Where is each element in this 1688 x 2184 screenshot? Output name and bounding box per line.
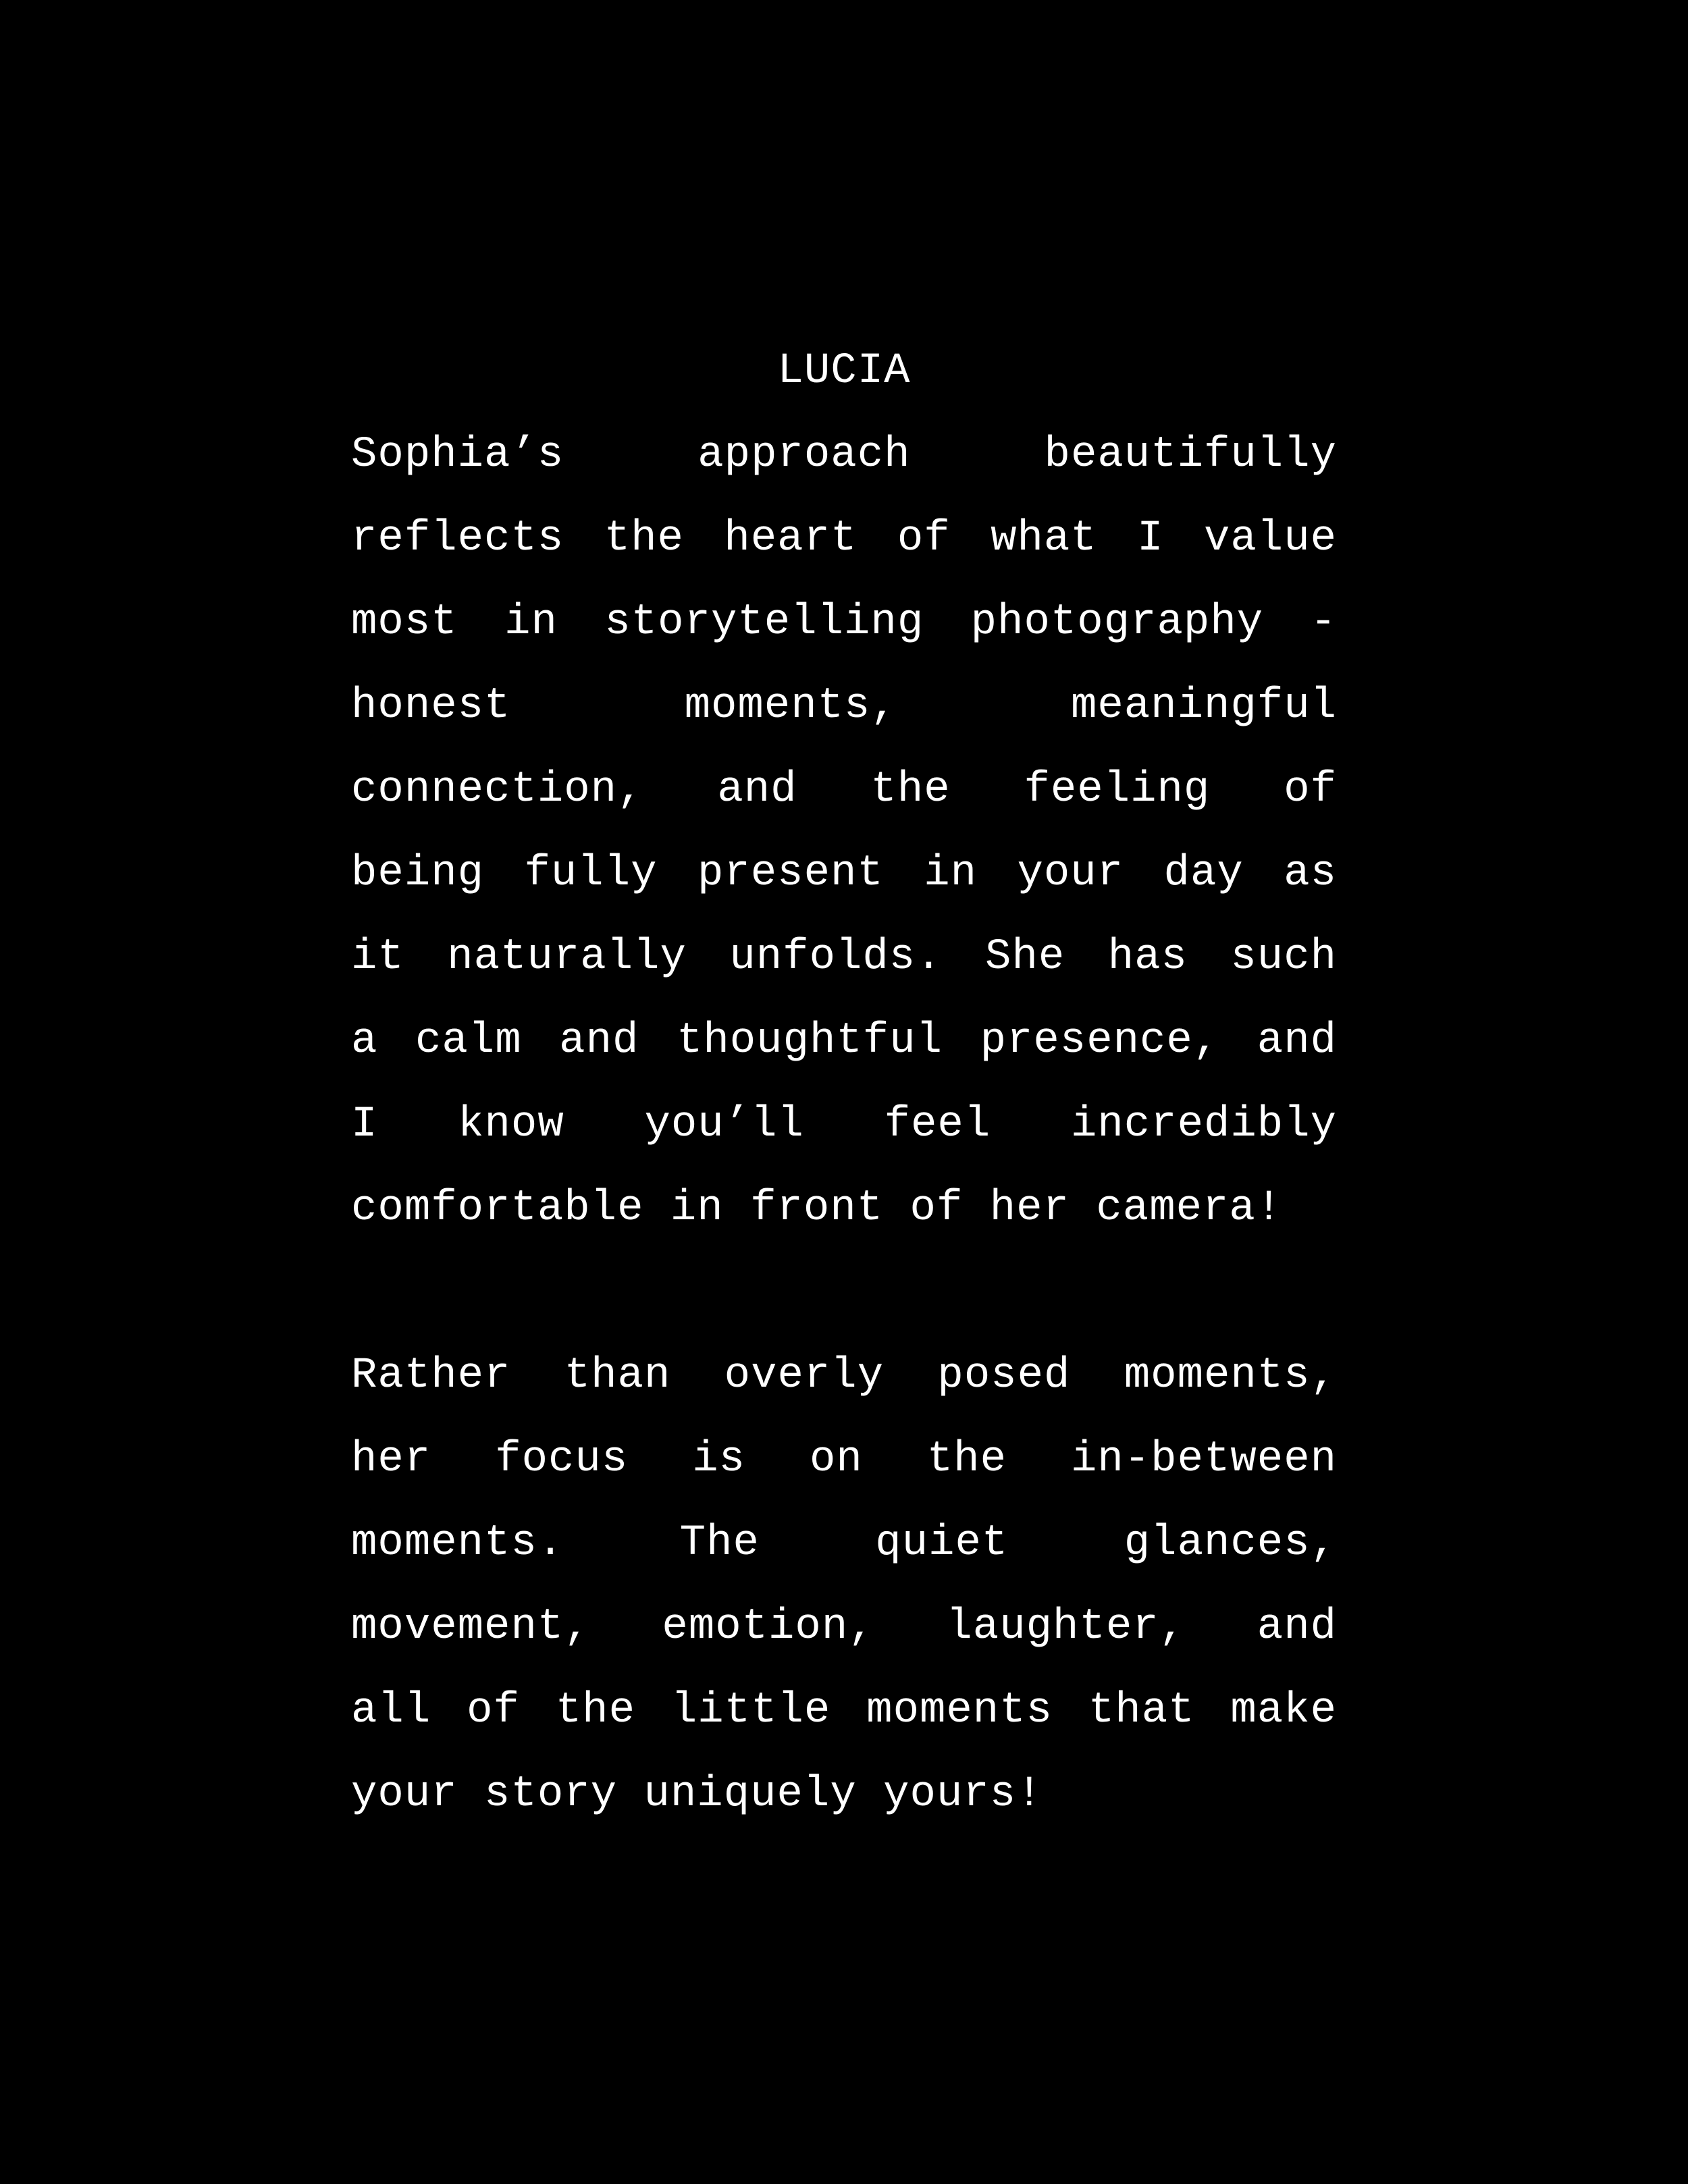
text-line: comfortable in front of her camera! [351, 1184, 1283, 1233]
text-line: all of the little moments that make [351, 1686, 1337, 1735]
text-line: being fully present in your day as [351, 849, 1337, 898]
page-title: LUCIA [777, 347, 911, 396]
text-line: moments. The quiet glances, [351, 1519, 1337, 1568]
text-line: honest moments, meaningful [351, 682, 1337, 730]
text-line: a calm and thoughtful presence, and [351, 1017, 1337, 1065]
text-line: her focus is on the in-between [351, 1435, 1337, 1484]
paragraph-2 [351, 1334, 1337, 1836]
text-line: it naturally unfolds. She has such [351, 933, 1337, 982]
text-line: movement, emotion, laughter, and [351, 1603, 1337, 1651]
text-line: Rather than overly posed moments, [351, 1352, 1337, 1400]
paragraph-1 [351, 413, 1337, 1250]
text-line: most in storytelling photography - [351, 598, 1337, 647]
text-line: Sophia’s approach beautifully [351, 431, 1337, 479]
text-line: your story uniquely yours! [351, 1770, 1043, 1819]
text-line: reflects the heart of what I value [351, 514, 1337, 563]
text-line: I know you’ll feel incredibly [351, 1100, 1337, 1149]
text-line: connection, and the feeling of [351, 766, 1337, 814]
